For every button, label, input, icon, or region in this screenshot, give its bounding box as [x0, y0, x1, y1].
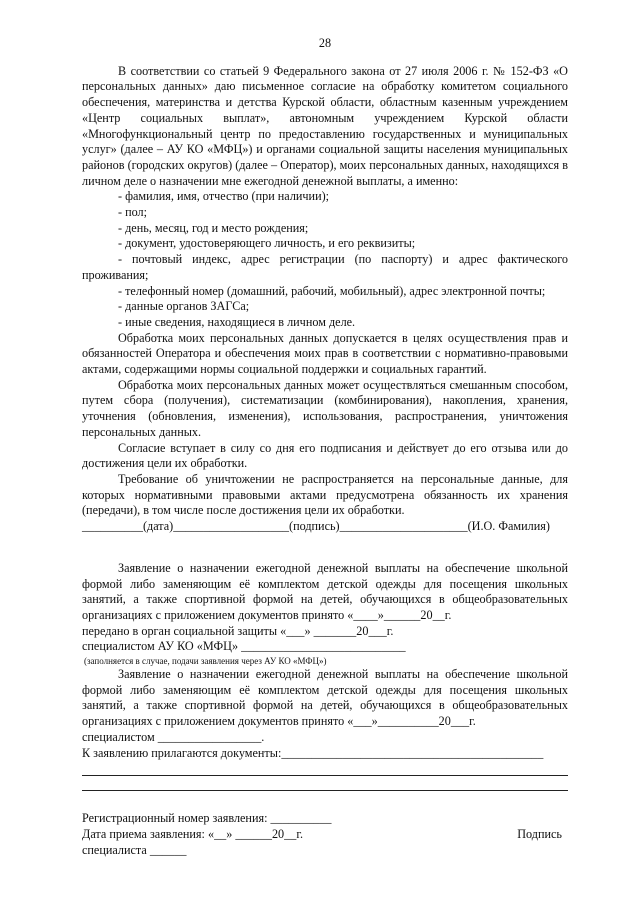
- consent-intro: В соответствии со статьей 9 Федерального закона от 27 июля 2006 г. № 152-ФЗ «О персональных данных» даю письменное согласие на обработку комитетом социального обеспечения, материнства и детства Курской области, областным казенным учреждением «Центр социальных выплат», автономным учреждением Курской области «Многофункциональный центр по предоставлению государственных и муниципальных услуг» (далее – АУ КО «МФЦ») и органами социальной защиты населения муниципальных районов (городских округов) (далее – Оператор), моих персональных данных, находящихся в личном деле о назначении мне ежегодной денежной выплаты, а именно:: [82, 63, 568, 188]
- receipt-mfc-text: Заявление о назначении ежегодной денежной выплаты на обеспечение школьной формой либо заменяющим её комплектом детской одежды для посещения школьных занятий, а также спортивной формой на детей, обучающихся в общеобразовательных организациях с приложением документов принято «____»______20__г.: [82, 560, 568, 622]
- specialist-signature: специалиста ______: [82, 842, 187, 857]
- consent-signature-line: __________(дата)___________________(подпись)_____________________(И.О. Фамилия): [82, 519, 550, 534]
- page-number: 28: [318, 36, 332, 50]
- registration-number: Регистрационный номер заявления: __________: [82, 811, 332, 826]
- receipt-mfc-transfer: передано в орган социальной защиты «___» _______20___г.: [82, 623, 394, 638]
- consent-item-id-document: - документ, удостоверяющего личность, и его реквизиты;: [118, 236, 416, 251]
- date-received: Дата приема заявления: «__» ______20__г.: [82, 826, 303, 841]
- section-gap: [82, 535, 568, 561]
- attachments-label: К заявлению прилагаются документы:___________________________________________: [82, 745, 544, 760]
- consent-method-paragraph: Обработка моих персональных данных может осуществляться смешанным способом, путем сбора (получения), систематизации (комбинирования), накопления, хранения, уточнения (обновления, изменения), использования, распространения, уничтожения персональных данных.: [82, 377, 568, 439]
- section-gap: [82, 791, 568, 811]
- receipt-social-text: Заявление о назначении ежегодной денежной выплаты на обеспечение школьной формой либо заменяющим её комплектом детской одежды для посещения школьных занятий, а также спортивной формой на детей, обучающихся в общеобразовательных организациях с приложением документов принято «___»__________20___г.: [82, 667, 568, 729]
- consent-item-phone: - телефонный номер (домашний, рабочий, мобильный), адрес электронной почты;: [118, 283, 546, 298]
- attachments-line-1: [82, 774, 568, 776]
- receipt-mfc-specialist: специалистом АУ КО «МФЦ» ___________________________: [82, 639, 406, 654]
- consent-item-name: - фамилия, имя, отчество (при наличии);: [118, 189, 330, 204]
- consent-item-zags: - данные органов ЗАГСа;: [118, 299, 250, 314]
- receipt-mfc-note: (заполняется в случае, подачи заявления через АУ КО «МФЦ»): [84, 656, 327, 667]
- date-received-row: [82, 827, 568, 843]
- consent-purpose-paragraph: Обработка моих персональных данных допускается в целях осуществления прав и обязанностей Оператора и обеспечения моих прав в соответствии с нормативно-правовыми актами, содержащими нормы социальной поддержки и социальных гарантий.: [82, 330, 568, 377]
- consent-item-address: - почтовый индекс, адрес регистрации (по паспорту) и адрес фактического проживания;: [82, 252, 568, 282]
- consent-item-sex: - пол;: [118, 205, 148, 220]
- consent-destruction-paragraph: Требование об уничтожении не распространяется на персональные данные, для которых нормативными правовыми актами предусмотрена обязанность их хранения (передачи), в том числе после достижения цели их обработки.: [82, 471, 568, 518]
- consent-item-other: - иные сведения, находящиеся в личном деле.: [118, 314, 356, 329]
- consent-item-birth: - день, месяц, год и место рождения;: [118, 220, 309, 235]
- receipt-social-specialist: специалистом _________________.: [82, 729, 265, 744]
- consent-validity-paragraph: Согласие вступает в силу со дня его подписания и действует до его отзыва или до достижения цели их обработки.: [82, 440, 568, 471]
- signature-label: Подпись: [517, 826, 562, 841]
